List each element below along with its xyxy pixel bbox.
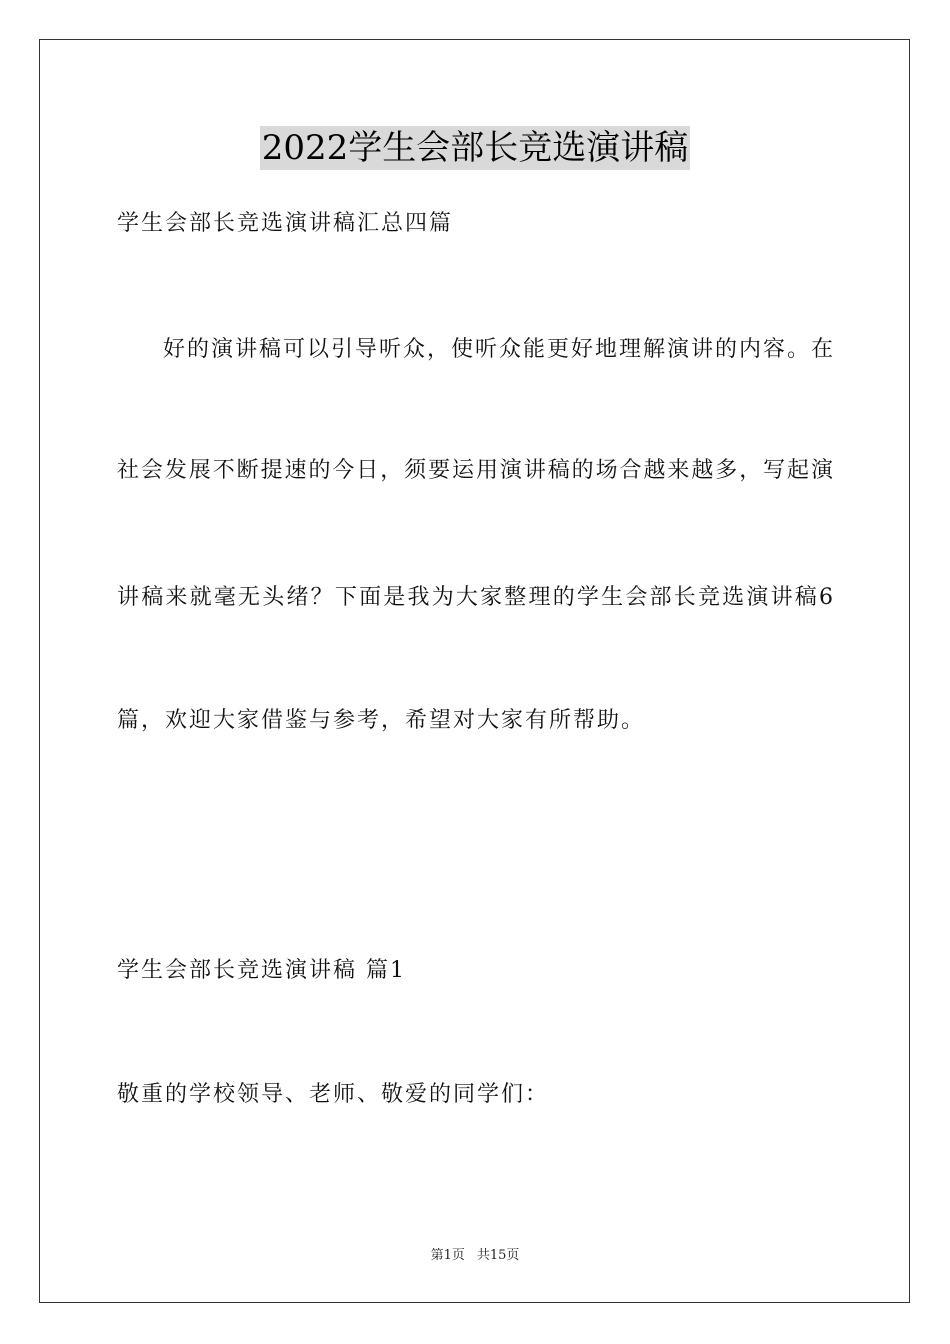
- intro-line-3: 讲稿来就毫无头绪？下面是我为大家整理的学生会部长竞选演讲稿6: [117, 585, 833, 610]
- intro-line-4: 篇，欢迎大家借鉴与参考，希望对大家有所帮助。: [117, 708, 646, 733]
- salutation: 敬重的学校领导、老师、敬爱的同学们：: [117, 1082, 550, 1107]
- intro-line-2: 社会发展不断提速的今日，须要运用演讲稿的场合越来越多，写起演: [117, 458, 833, 483]
- section-heading: 学生会部长竞选演讲稿 篇1: [117, 958, 406, 983]
- title-container: [0, 126, 950, 170]
- page-footer: [0, 1247, 950, 1265]
- page-number: 第1页: [430, 1248, 465, 1263]
- page-total: 共15页: [476, 1248, 520, 1263]
- document-subtitle: 学生会部长竞选演讲稿汇总四篇: [117, 211, 454, 236]
- document-title: 2022学生会部长竞选演讲稿: [261, 128, 689, 168]
- intro-line-1: 好的演讲稿可以引导听众，使听众能更好地理解演讲的内容。在: [163, 337, 833, 362]
